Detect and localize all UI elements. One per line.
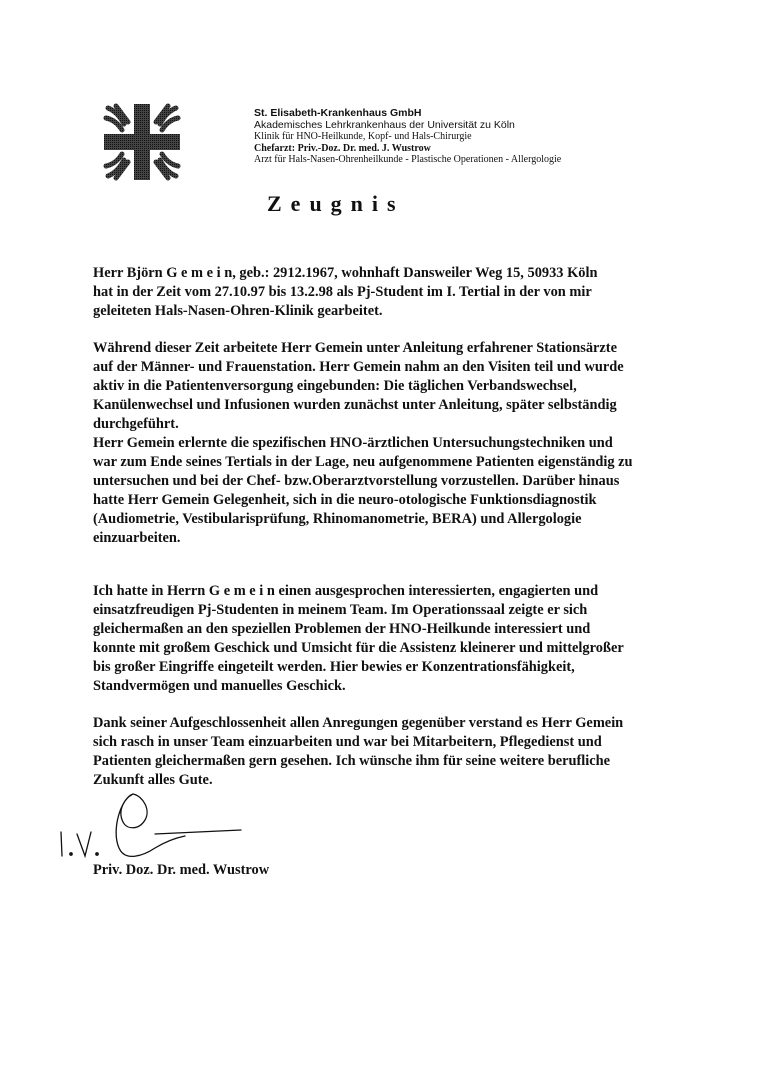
paragraph-closing: Dank seiner Aufgeschlossenheit allen Anregungen gegenüber verstand es Herr Gemein sich rasch in unser Team einzuarbeiten und war bei Mitarbeitern, Pflegedienst und Patienten gleichermaßen gern gesehen. Ich wünsche ihm für seine weitere berufliche Zukunft alles Gute. (93, 715, 624, 788)
chief-physician-line: Chefarzt: Priv.-Doz. Dr. med. J. Wustrow (254, 142, 431, 154)
signer-name: Priv. Doz. Dr. med. Wustrow (93, 862, 270, 878)
specialty-line: Arzt für Hals-Nasen-Ohrenheilkunde - Plastische Operationen - Allergologie (254, 154, 562, 165)
paragraph-duties: Während dieser Zeit arbeitete Herr Gemein unter Anleitung erfahrener Stationsärzte auf der Männer- und Frauenstation. Herr Gemein nahm an den Visiten teil und wurde aktiv in die Patientenversorgung eingebunden: Die täglichen Verbandswechsel, Kanülenwechsel und Infusionen wurden zunächst unter Anleitung, später selbständig durchgeführt. Herr Gemein erlernte die spezifischen HNO-ärztlichen Untersuchungstechniken und war zum Ende seines Tertials in der Lage, neu aufgenommene Patienten eigenständig zu untersuchen und bei der Chef- bzw.Oberarztvorstellung vorzustellen. Darüber hinaus hatte Herr Gemein Gelegenheit, sich in die neuro-otologische Funktionsdiagnostik (Audiometrie, Vestibularisprüfung, Rhinomanometrie, BERA) und Allergologie einzuarbeiten. (93, 340, 633, 546)
caritas-cross-logo-icon (98, 98, 186, 186)
paragraph-intro: Herr Björn G e m e i n, geb.: 2912.1967, wohnhaft Dansweiler Weg 15, 50933 Köln hat in der Zeit vom 27.10.97 bis 13.2.98 als Pj-Student im I. Tertial in der von mir geleiteten Hals-Nasen-Ohren-Klinik gearbeitet. (93, 265, 598, 319)
paragraph-assessment: Ich hatte in Herrn G e m e i n einen ausgesprochen interessierten, engagierten und einsatzfreudigen Pj-Studenten in meinem Team. Im Operationssaal zeigte er sich gleichermaßen an den speziellen Problemen der HNO-Heilkunde interessiert und konnte mit großem Geschick und Umsicht für die Assistenz kleinerer und mittelgroßer bis großer Eingriffe eingeteilt werden. Hier bewies er Konzentrationsfähigkeit, Standvermögen und manuelles Geschick. (93, 583, 624, 694)
teaching-hospital-line: Akademisches Lehrkrankenhaus der Universität zu Köln (254, 118, 515, 131)
clinic-line: Klinik für HNO-Heilkunde, Kopf- und Hals-Chirurgie (254, 131, 472, 142)
document-title: Zeugnis (267, 191, 405, 216)
hospital-name: St. Elisabeth-Krankenhaus GmbH (254, 107, 422, 119)
letterhead (254, 108, 754, 166)
